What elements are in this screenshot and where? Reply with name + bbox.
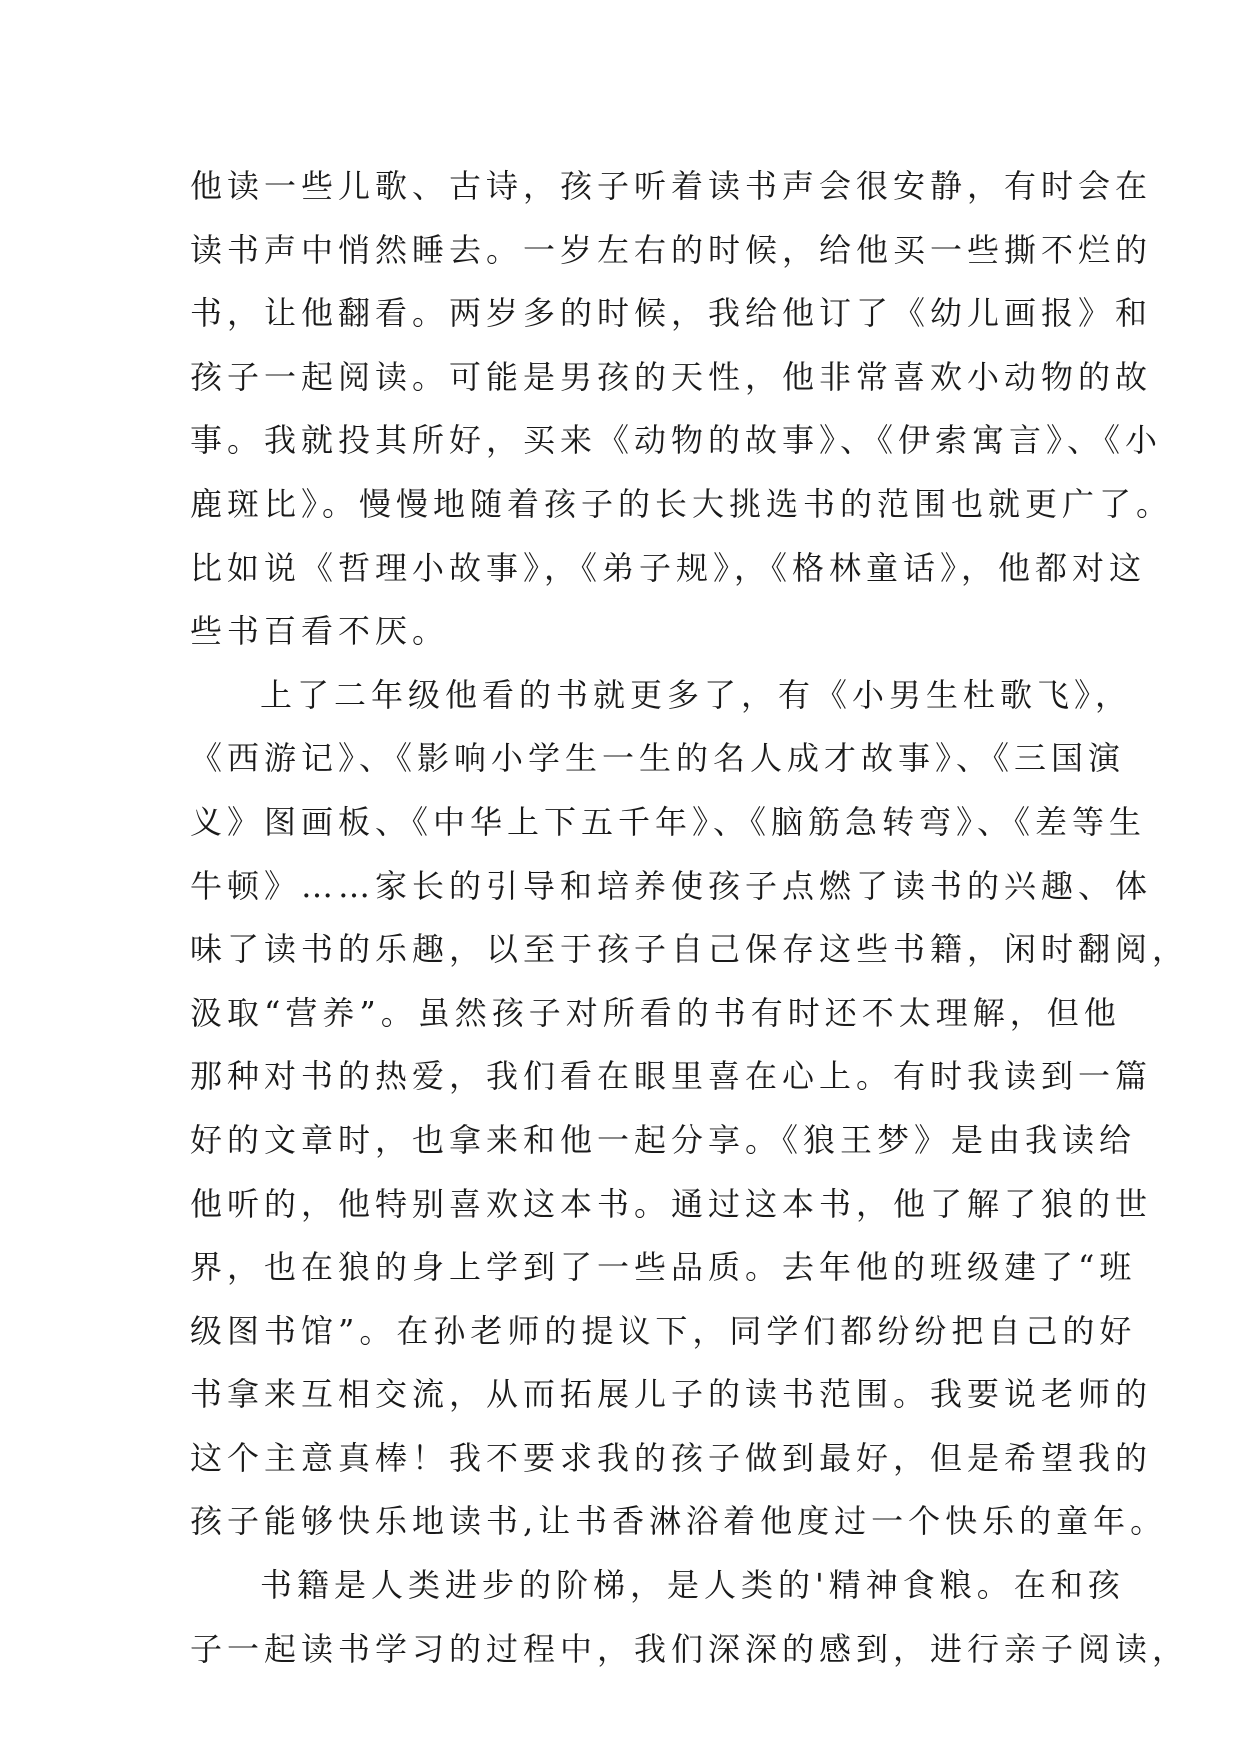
- text-line: 界，也在狼的身上学到了一些品质。去年他的班级建了“班: [190, 1248, 1137, 1287]
- text-line: 书，让他翻看。两岁多的时候，我给他订了《幼儿画报》和: [190, 294, 1153, 333]
- text-line: 孩子一起阅读。可能是男孩的天性，他非常喜欢小动物的故: [190, 357, 1153, 396]
- text-line: 好的文章时，也拿来和他一起分享。《狼王梦》是由我读给: [190, 1120, 1137, 1159]
- text-line: 那种对书的热爱，我们看在眼里喜在心上。有时我读到一篇: [190, 1057, 1153, 1096]
- text-line: 事。我就投其所好，买来《动物的故事》、《伊索寓言》、《小: [190, 421, 1163, 460]
- text-line: 孩子能够快乐地读书,让书香淋浴着他度过一个快乐的童年。: [190, 1502, 1168, 1541]
- text-line: 牛顿》……家长的引导和培养使孩子点燃了读书的兴趣、体: [190, 866, 1153, 905]
- text-line: 味了读书的乐趣，以至于孩子自己保存这些书籍，闲时翻阅，: [190, 930, 1190, 969]
- text-line: 义》图画板、《中华上下五千年》、《脑筋急转弯》、《差等生: [190, 802, 1147, 841]
- text-line: 些书百看不厌。: [190, 612, 450, 651]
- text-line: 《西游记》、《影响小学生一生的名人成才故事》、《三国演: [190, 739, 1126, 778]
- text-line: 书拿来互相交流，从而拓展儿子的读书范围。我要说老师的: [190, 1375, 1153, 1414]
- text-line: 读书声中悄然睡去。一岁左右的时候，给他买一些撕不烂的: [190, 230, 1153, 269]
- text-line: 汲取“营养”。虽然孩子对所看的书有时还不太理解，但他: [190, 993, 1121, 1032]
- text-line: 他听的，他特别喜欢这本书。通过这本书，他了解了狼的世: [190, 1184, 1153, 1223]
- text-line: 子一起读书学习的过程中，我们深深的感到，进行亲子阅读，: [190, 1629, 1190, 1668]
- paragraph-first-line: 书籍是人类进步的阶梯，是人类的'精神食粮。在和孩: [260, 1566, 1125, 1605]
- body-text: [190, 155, 1190, 1681]
- text-line: 这个主意真棒！我不要求我的孩子做到最好，但是希望我的: [190, 1438, 1153, 1477]
- text-line: 比如说《哲理小故事》，《弟子规》，《格林童话》，他都对这: [190, 548, 1147, 587]
- text-line: 鹿斑比》。慢慢地随着孩子的长大挑选书的范围也就更广了。: [190, 484, 1174, 523]
- text-line: 级图书馆”。在孙老师的提议下，同学们都纷纷把自己的好: [190, 1311, 1137, 1350]
- text-line: 他读一些儿歌、古诗，孩子听着读书声会很安静，有时会在: [190, 167, 1153, 205]
- paragraph-first-line: 上了二年级他看的书就更多了，有《小男生杜歌飞》，: [260, 675, 1133, 714]
